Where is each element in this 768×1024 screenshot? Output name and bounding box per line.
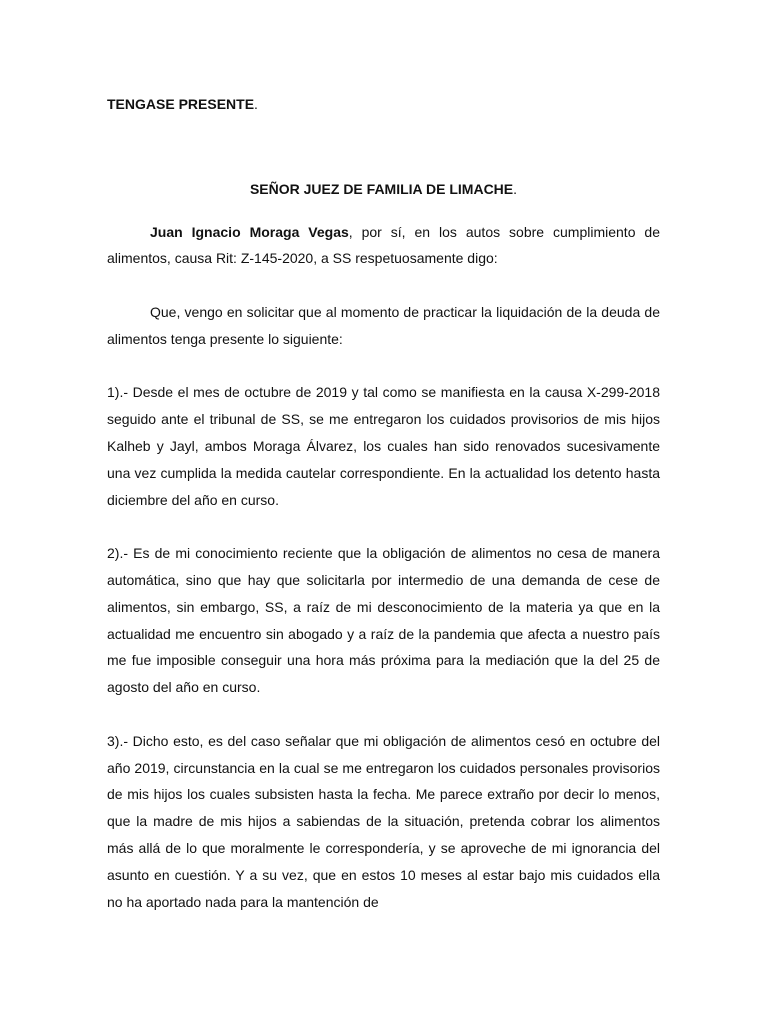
petitioner-name: Juan Ignacio Moraga Vegas: [150, 223, 349, 240]
point-paragraph-2: 2).- Es de mi conocimiento reciente que la obligación de alimentos no cesa de manera automática, sino que hay que solicitarla por intermedio de una demanda de cese de alimentos, sin embargo, SS, a raíz de mi desconocimiento de la materia ya que en la actualidad me encuentro sin abogado y a raíz de la pandemia que afecta a nuestro país me fue imposible conseguir una hora más próxima para la mediación que la del 25 de agosto del año en curso.: [107, 545, 660, 696]
document-header: [107, 91, 660, 118]
court-addressee: [107, 176, 660, 203]
intro-text: , por sí, en los autos sobre cumplimiento de alimentos, causa Rit: Z-145-2020, a SS respetuosamente digo:: [107, 223, 660, 267]
spacer: [107, 272, 660, 299]
spacer: [107, 513, 660, 540]
request-paragraph: Que, vengo en solicitar que al momento de practicar la liquidación de la deuda de alimentos tenga presente lo siguiente:: [107, 303, 660, 347]
court-punctuation: .: [513, 180, 518, 197]
court-text: SEÑOR JUEZ DE FAMILIA DE LIMACHE: [249, 180, 514, 197]
header-text: TENGASE PRESENTE: [107, 96, 255, 112]
point-paragraph-1: 1).- Desde el mes de octubre de 2019 y tal como se manifiesta en la causa X-299-2018 seguido ante el tribunal de SS, se me entregaron los cuidados provisorios de mis hijos Kalheb y Jayl, ambos Moraga Álvarez, los cuales han sido renovados sucesivamente una vez cumplida la medida cautelar correspondiente. En la actualidad los detento hasta diciembre del año en curso.: [107, 384, 660, 508]
spacer: [107, 203, 660, 219]
point-paragraph-3: 3).- Dicho esto, es del caso señalar que mi obligación de alimentos cesó en octubre del año 2019, circunstancia en la cual se me entregaron los cuidados personales provisorios de mis hijos los cuales subsisten hasta la fecha. Me parece extraño por decir lo menos, que la madre de mis hijos a sabiendas de la situación, pretenda cobrar los alimentos más allá de lo que moralmente le correspondería, y se aproveche de mi ignorancia del asunto en cuestión. Y a su vez, que en estos 10 meses al estar bajo mis cuidados ella no ha aportado nada para la mantención de: [107, 732, 660, 910]
spacer: [107, 701, 660, 728]
header-punctuation: .: [254, 96, 258, 112]
document-body: [107, 91, 660, 915]
intro-paragraph: [107, 219, 660, 273]
spacer: [107, 353, 660, 380]
